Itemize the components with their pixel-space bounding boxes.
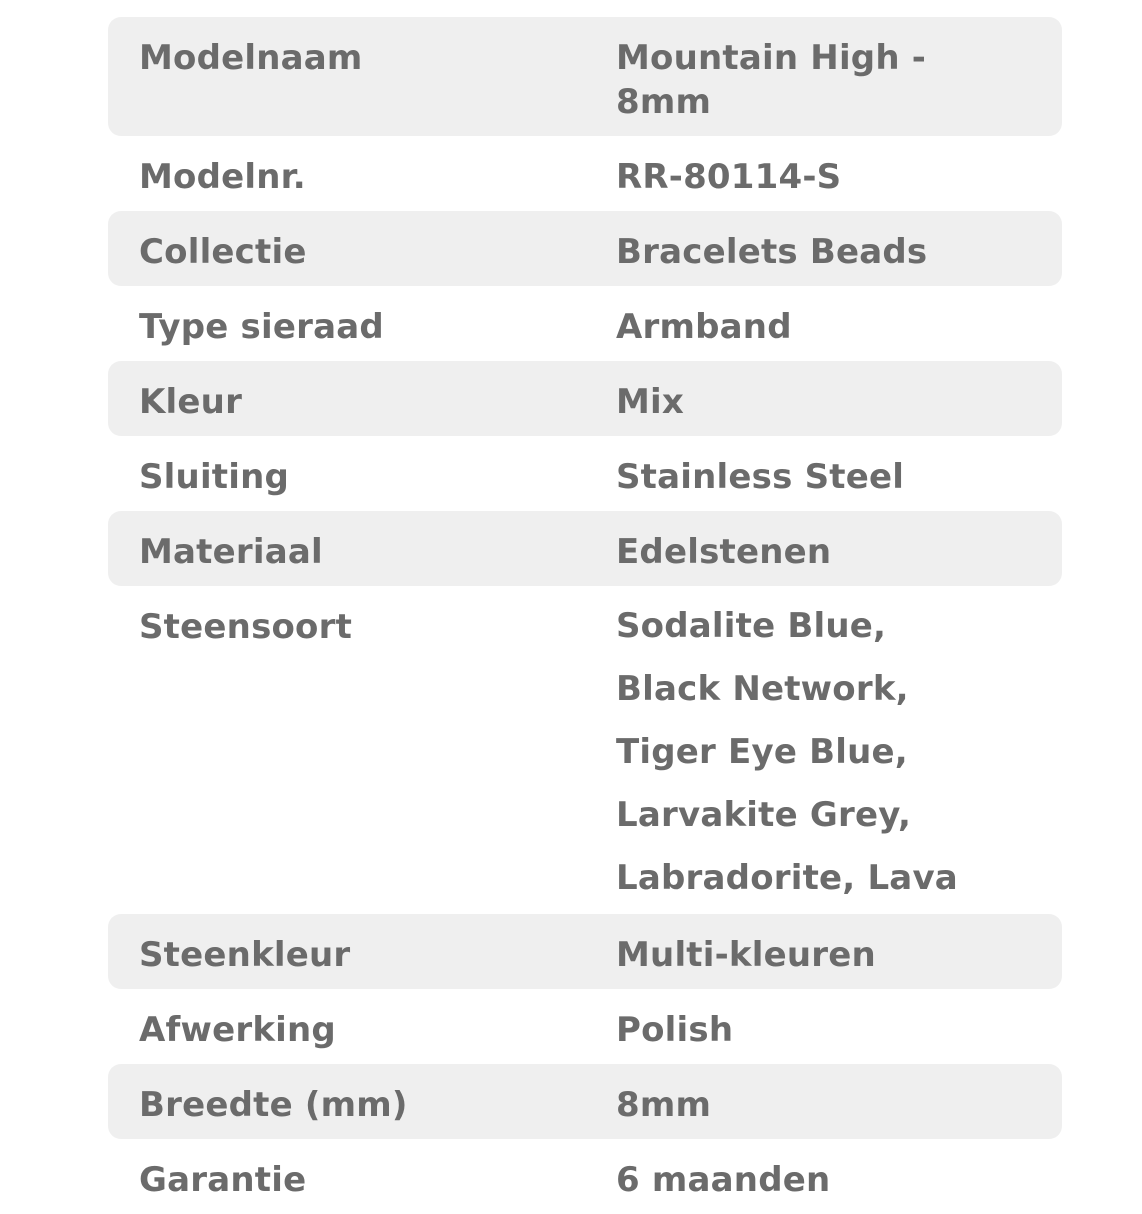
spec-row-kleur xyxy=(108,361,1062,436)
spec-value: 6 maanden xyxy=(616,1160,831,1200)
spec-row-sluiting xyxy=(108,436,1062,511)
spec-value: Sodalite Blue, Black Network, Tiger Eye Blue, Larvakite Grey, Labradorite, Lava xyxy=(616,606,958,898)
spec-label: Sluiting xyxy=(139,457,290,497)
specifications-table xyxy=(108,17,1062,1214)
spec-row-collectie xyxy=(108,211,1062,286)
spec-value: RR-80114-S xyxy=(616,157,842,197)
spec-value: Edelstenen xyxy=(616,532,832,572)
spec-row-afwerking xyxy=(108,989,1062,1064)
spec-label: Garantie xyxy=(139,1160,307,1200)
spec-row-garantie xyxy=(108,1139,1062,1214)
spec-label: Afwerking xyxy=(139,1010,336,1050)
spec-value: Polish xyxy=(616,1010,734,1050)
spec-label: Kleur xyxy=(139,382,243,422)
spec-row-steensoort xyxy=(108,586,1062,914)
spec-value: Bracelets Beads xyxy=(616,232,928,272)
spec-value: Stainless Steel xyxy=(616,457,905,497)
spec-row-type-sieraad xyxy=(108,286,1062,361)
spec-label: Type sieraad xyxy=(139,307,384,347)
spec-label: Modelnaam xyxy=(139,38,363,78)
spec-row-modelnr xyxy=(108,136,1062,211)
spec-label: Materiaal xyxy=(139,532,323,572)
spec-label: Collectie xyxy=(139,232,307,272)
spec-value: 8mm xyxy=(616,1085,712,1125)
spec-row-materiaal xyxy=(108,511,1062,586)
spec-row-steenkleur xyxy=(108,914,1062,989)
spec-value: Mountain High - 8mm xyxy=(616,38,927,122)
spec-value: Armband xyxy=(616,307,792,347)
spec-label: Breedte (mm) xyxy=(139,1085,408,1125)
spec-label: Steenkleur xyxy=(139,935,351,975)
spec-value: Multi-kleuren xyxy=(616,935,876,975)
spec-label: Modelnr. xyxy=(139,157,306,197)
spec-row-modelnaam xyxy=(108,17,1062,136)
spec-label: Steensoort xyxy=(139,607,353,647)
spec-value: Mix xyxy=(616,382,685,422)
spec-row-breedte xyxy=(108,1064,1062,1139)
